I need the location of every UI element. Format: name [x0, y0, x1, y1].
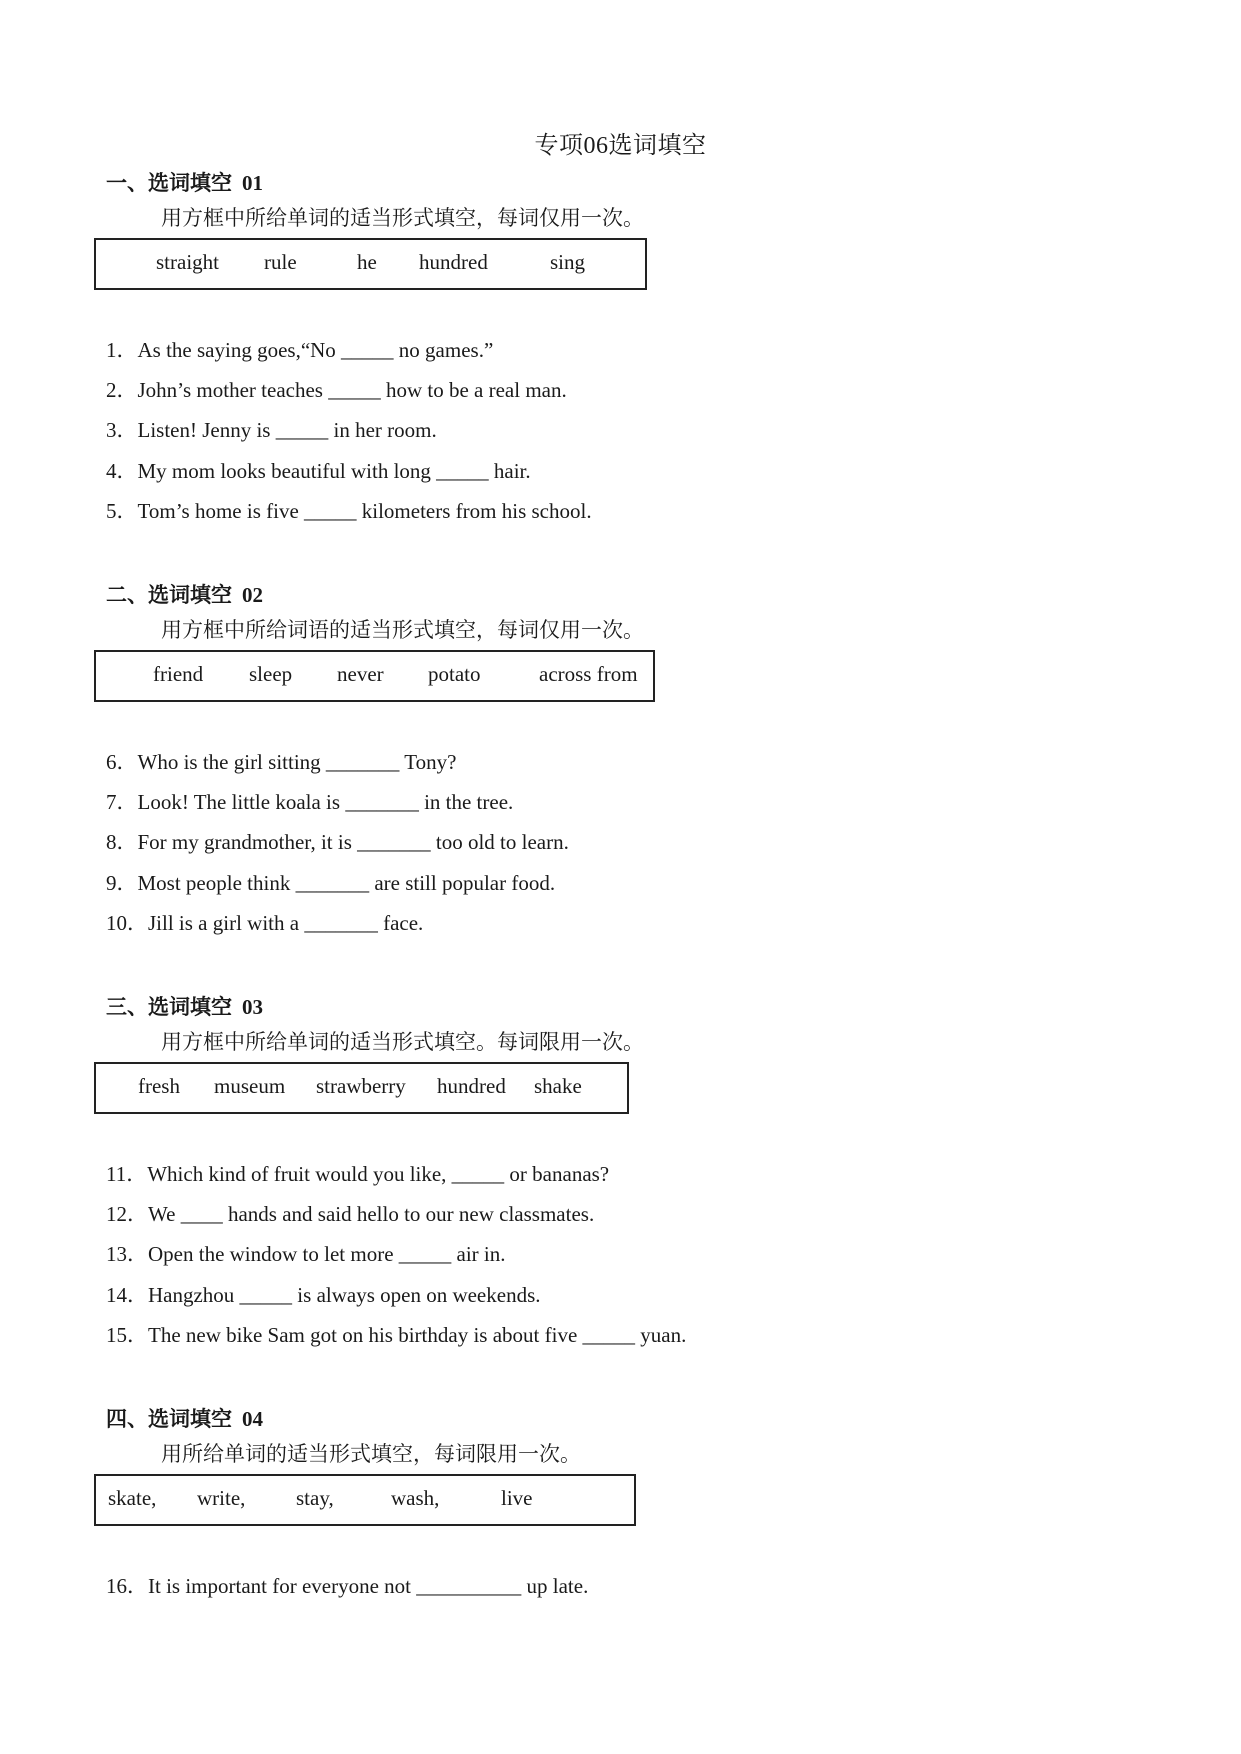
- word-bank-item: potato: [428, 662, 481, 686]
- question-text: Open the window to let more _____ air in.: [148, 1242, 506, 1267]
- word-bank-item: stay,: [296, 1486, 334, 1510]
- question-list: [106, 1154, 1106, 1355]
- question-text: John’s mother teaches _____ how to be a real man.: [137, 378, 567, 403]
- section-heading-label: 四、选词填空: [106, 1407, 232, 1431]
- question-text: Hangzhou _____ is always open on weekends.: [148, 1282, 541, 1307]
- section-4: [106, 1404, 1106, 1622]
- question-text: It is important for everyone not __________ up late.: [148, 1574, 589, 1598]
- question-number: 9．: [106, 870, 138, 895]
- section-number: 03: [242, 995, 263, 1019]
- question-number: 16．: [106, 1574, 148, 1598]
- word-bank-item: museum: [214, 1074, 286, 1098]
- question-item: [106, 491, 1106, 531]
- word-bank-item: shake: [534, 1074, 582, 1098]
- question-item: [106, 370, 1106, 410]
- section-heading-label: 三、选词填空: [106, 995, 232, 1019]
- word-bank-item: wash,: [391, 1486, 440, 1510]
- section-instruction: 用方框中所给单词的适当形式填空，每词仅用一次。: [161, 206, 644, 230]
- question-text: The new bike Sam got on his birthday is about five _____ yuan.: [148, 1322, 687, 1347]
- word-bank-box: [94, 238, 647, 290]
- question-text: Most people think _______ are still popular food.: [137, 870, 556, 895]
- question-text: As the saying goes,“No _____ no games.”: [137, 338, 494, 362]
- question-number: 14．: [106, 1282, 148, 1307]
- page-title: 专项06选词填空: [534, 133, 707, 159]
- question-item: [106, 1275, 1106, 1315]
- section-heading: [106, 1404, 1106, 1434]
- question-number: 11．: [106, 1162, 148, 1186]
- question-item: [106, 1194, 1106, 1234]
- word-bank-item: live: [501, 1486, 533, 1510]
- section-number: 01: [242, 171, 263, 195]
- question-item: [106, 903, 1106, 943]
- question-number: 7．: [106, 790, 138, 815]
- question-text: Look! The little koala is _______ in the tree.: [137, 790, 514, 815]
- question-item: [106, 1315, 1106, 1355]
- section-heading-label: 一、选词填空: [106, 171, 232, 195]
- word-bank-item: straight: [156, 250, 219, 274]
- word-bank-box: [94, 650, 655, 702]
- question-text: Which kind of fruit would you like, _____ or bananas?: [147, 1162, 610, 1186]
- question-list: [106, 742, 1106, 943]
- question-number: 5．: [106, 498, 138, 523]
- word-bank-item: strawberry: [316, 1074, 406, 1098]
- section-heading-label: 二、选词填空: [106, 583, 232, 607]
- word-bank-item: he: [357, 250, 377, 274]
- section-instruction: 用所给单词的适当形式填空，每词限用一次。: [161, 1442, 581, 1466]
- question-text: Listen! Jenny is _____ in her room.: [137, 418, 437, 443]
- section-3: [106, 992, 1106, 1371]
- question-number: 8．: [106, 830, 138, 855]
- question-list: [106, 330, 1106, 531]
- question-item: [106, 410, 1106, 450]
- word-bank-item: sleep: [249, 662, 293, 686]
- section-number: 04: [242, 1407, 263, 1431]
- question-item: [106, 1154, 1106, 1194]
- word-bank-item: sing: [550, 250, 586, 274]
- word-bank-box: [94, 1062, 629, 1114]
- question-item: [106, 742, 1106, 782]
- question-list: [106, 1566, 1106, 1606]
- question-text: My mom looks beautiful with long _____ hair.: [137, 458, 531, 483]
- question-text: Jill is a girl with a _______ face.: [148, 910, 424, 935]
- question-number: 2．: [106, 378, 138, 403]
- word-bank-item: rule: [264, 250, 297, 274]
- question-item: [106, 782, 1106, 822]
- section-instruction: 用方框中所给词语的适当形式填空，每词仅用一次。: [161, 618, 644, 642]
- question-text: Who is the girl sitting _______ Tony?: [137, 750, 457, 774]
- question-item: [106, 1234, 1106, 1274]
- question-number: 15．: [106, 1322, 148, 1347]
- question-number: 13．: [106, 1242, 148, 1267]
- question-item: [106, 330, 1106, 370]
- question-text: Tom’s home is five _____ kilometers from his school.: [137, 498, 592, 523]
- word-bank-item: write,: [197, 1486, 246, 1510]
- section-1: [106, 168, 1106, 547]
- section-heading: [106, 580, 1106, 610]
- word-bank-box: [94, 1474, 636, 1526]
- word-bank-item: skate,: [108, 1486, 157, 1510]
- question-item: [106, 822, 1106, 862]
- question-text: We ____ hands and said hello to our new classmates.: [148, 1202, 595, 1227]
- question-number: 4．: [106, 458, 138, 483]
- section-heading: [106, 168, 1106, 198]
- word-bank-item: never: [337, 662, 384, 686]
- section-heading: [106, 992, 1106, 1022]
- section-instruction: 用方框中所给单词的适当形式填空。每词限用一次。: [161, 1030, 644, 1054]
- question-item: [106, 863, 1106, 903]
- question-number: 12．: [106, 1202, 148, 1227]
- word-bank-item: fresh: [138, 1074, 180, 1098]
- question-item: [106, 1566, 1106, 1606]
- question-number: 1．: [106, 338, 138, 362]
- question-text: For my grandmother, it is _______ too old to learn.: [137, 830, 569, 855]
- question-number: 10．: [106, 910, 148, 935]
- question-number: 6．: [106, 750, 138, 774]
- word-bank-item: hundred: [437, 1074, 506, 1098]
- word-bank-item: across from: [539, 662, 638, 686]
- question-number: 3．: [106, 418, 138, 443]
- question-item: [106, 451, 1106, 491]
- section-number: 02: [242, 583, 263, 607]
- word-bank-item: hundred: [419, 250, 488, 274]
- word-bank-item: friend: [153, 662, 204, 686]
- section-2: [106, 580, 1106, 959]
